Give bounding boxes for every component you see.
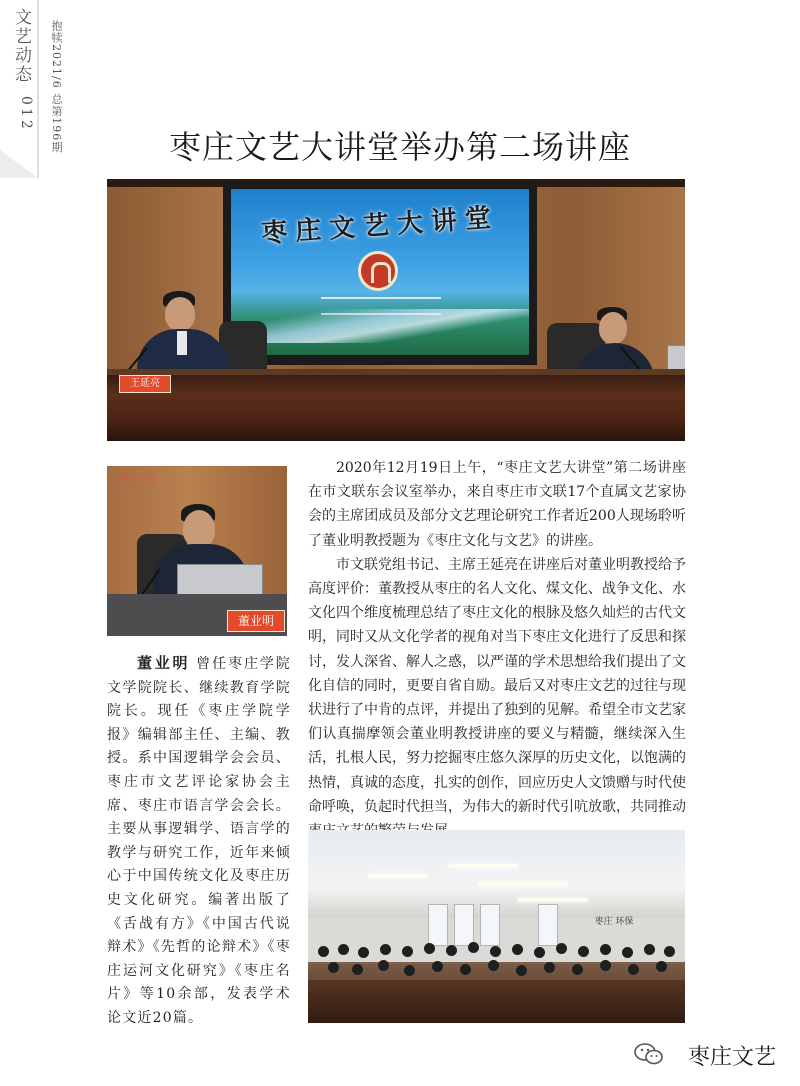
article-body xyxy=(308,456,686,843)
article-paragraph: 2020年12月19日上午，“枣庄文艺大讲堂”第二场讲座在市文联东会议室举办，来自枣庄市文联17个直属文艺家协会的主席团成员及部分文艺理论研究工作者近200人现场聆听了董业明教授题为《枣庄文化与文艺》的讲座。 xyxy=(308,460,686,549)
conference-table xyxy=(308,980,685,1023)
ceiling-light xyxy=(368,874,428,878)
ceiling-light xyxy=(448,864,518,868)
speaker-portrait-photo xyxy=(107,466,287,636)
lecture-desk xyxy=(107,375,685,441)
issue-info: 抱犊2021/6 总第196期 xyxy=(50,20,63,154)
emblem-logo xyxy=(358,251,398,291)
bio-name: 董业明 xyxy=(137,654,191,672)
portrait-nameplate: 董业明 xyxy=(227,610,285,632)
lecture-stage-photo xyxy=(107,179,685,441)
screen-display xyxy=(231,189,529,355)
screen-caption-lines xyxy=(321,297,441,315)
corner-mark: 枣庄文联 xyxy=(119,475,156,485)
screen-banner: 枣庄文艺大讲堂 xyxy=(260,202,500,250)
section-title: 文艺动态 xyxy=(11,8,31,84)
article-paragraph: 市文联党组书记、主席王延亮在讲座后对董业明教授给予高度评价：董教授从枣庄的名人文化、煤文化、战争文化、水文化四个维度梳理总结了枣庄文化的根脉及悠久灿烂的古代文明，同时又从文化学者的视角对当下枣庄文化进行了反思和探讨，发人深省、解人之惑，以严谨的学术思想给我们提出了文化自信的同时，更要自省自励。最后又对枣庄文艺的过往与现状进行了中肯的点评，并提出了独到的见解。希望全市文艺家们认真揣摩领会董业明教授讲座的要义与精髓，继续深入生活，扎根人民，努力挖掘枣庄悠久深厚的历史文化，以饱满的热情，真诚的态度，扎实的创作，回应历史人文馈赠与时代使命呼唤，负起时代担当，为伟大的新时代引吭放歌，共同推动 xyxy=(308,556,686,815)
page-number: 012 xyxy=(18,96,34,132)
watermark-text: 枣庄文艺 xyxy=(687,1045,776,1070)
wechat-icon xyxy=(634,1043,664,1065)
projection-screen xyxy=(223,181,537,365)
ceiling-light xyxy=(478,882,568,886)
ceiling-light xyxy=(518,898,588,902)
speaker-bio xyxy=(107,652,291,1031)
article-title: 枣庄文艺大讲堂举办第二场讲座 xyxy=(168,128,631,166)
wall-sign: 枣庄 环保 xyxy=(594,917,634,927)
audience-photo xyxy=(308,830,685,1023)
left-nameplate: 王延亮 xyxy=(119,375,171,393)
bio-text: 曾任枣庄学院文学院院长、继续教育学院院长。现任《枣庄学院学报》编辑部主任、主编、教授。系中国逻辑学会会员、枣庄市文艺评论家协会主席、枣庄市语言学会会长。主要从事逻辑学、语言学的教学与研究工作，近年来倾心于中国传统文化及枣庄历史文化研究。编著出版了《舌战有方》《中国古代说辩术》《先哲的论辩术》《枣庄运河文化研究》《枣庄名片》等10余部，发表学术论文近20篇。 xyxy=(107,656,291,1026)
